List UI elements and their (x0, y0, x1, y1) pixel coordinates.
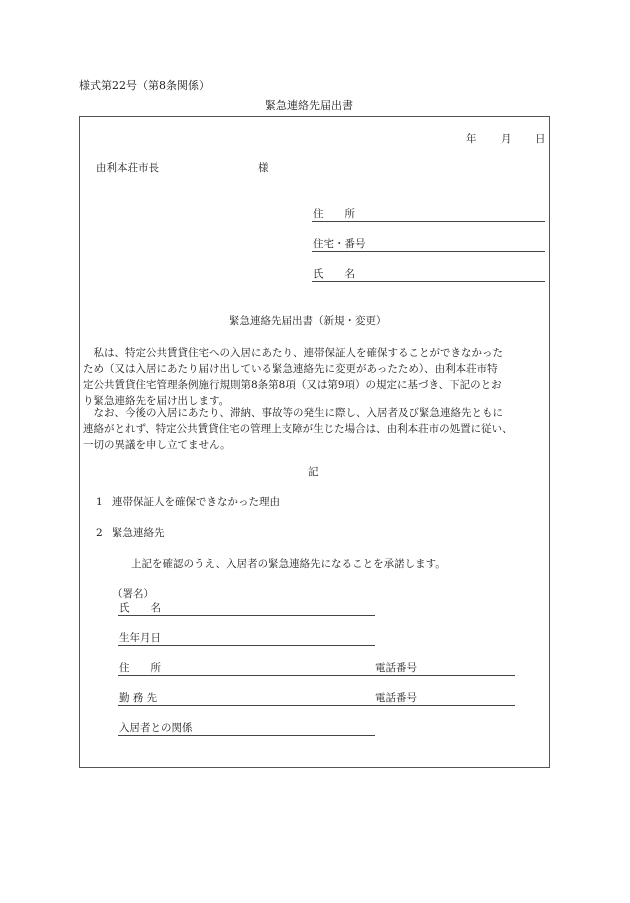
signature-birthdate-label: 生年月日 (119, 632, 161, 644)
signature-name-line[interactable] (118, 615, 375, 616)
applicant-name-label: 氏 名 (313, 268, 355, 280)
signature-name-label: 氏 名 (119, 602, 161, 614)
signature-address-line[interactable] (118, 675, 375, 676)
signature-address-label: 住 所 (119, 662, 161, 674)
applicant-name-line[interactable] (312, 281, 545, 282)
applicant-address-label: 住 所 (313, 208, 355, 220)
date-day-label: 日 (535, 133, 546, 145)
body-line: なお、今後の入居にあたり、滞納、事故等の発生に際し、入居者及び緊急連絡先ともに (83, 407, 503, 419)
ki-heading: 記 (308, 466, 319, 478)
signature-heading: （署名） (112, 588, 154, 600)
form-number: 様式第22号（第8条関係） (79, 79, 210, 92)
addressee-honorific: 様 (258, 162, 269, 174)
signature-phone-label-1: 電話番号 (375, 662, 417, 674)
signature-phone-line-1[interactable] (374, 675, 515, 676)
applicant-address-line[interactable] (312, 221, 545, 222)
signature-birthdate-line[interactable] (118, 645, 375, 646)
date-year-label: 年 (466, 133, 477, 145)
item-2-text: 緊急連絡先 (112, 527, 165, 539)
addressee-name: 由利本荘市長 (96, 162, 159, 174)
signature-phone-line-2[interactable] (374, 705, 515, 706)
item-1-text: 連帯保証人を確保できなかった理由 (112, 496, 280, 508)
applicant-residence-line[interactable] (312, 251, 545, 252)
subtitle: 緊急連絡先届出書（新規・変更） (229, 315, 387, 327)
consent-text: 上記を確認のうえ、入居者の緊急連絡先になることを承諾します。 (131, 558, 446, 570)
item-2-number: 2 (96, 527, 103, 539)
date-month-label: 月 (501, 133, 512, 145)
page-title: 緊急連絡先届出書 (265, 99, 353, 112)
applicant-residence-label: 住宅・番号 (313, 238, 366, 250)
body-paragraph-1 (83, 345, 547, 409)
body-line: 一切の異議を申し立てません。 (83, 439, 231, 451)
signature-relationship-label: 入居者との関係 (119, 722, 193, 734)
body-line: ため（又は入居にあたり届け出している緊急連絡先に変更があったため）、由利本荘市特 (83, 363, 498, 375)
body-line: 定公共賃貸住宅管理条例施行規則第8条第8項（又は第9項）の規定に基づき、下記のとお (83, 379, 502, 391)
body-line: り緊急連絡先を届け出します。 (83, 395, 230, 407)
item-1-number: 1 (96, 496, 103, 508)
body-line: 連絡がとれず、特定公共賃貸住宅の管理上支障が生じた場合は、由利本荘市の処置に従い、 (83, 423, 513, 435)
body-line: 私は、特定公共賃貸住宅への入居にあたり、連帯保証人を確保することができなかった (83, 347, 503, 359)
body-paragraph-2 (83, 405, 547, 453)
signature-relationship-line[interactable] (118, 735, 375, 736)
signature-workplace-line[interactable] (118, 705, 375, 706)
signature-phone-label-2: 電話番号 (375, 692, 417, 704)
signature-workplace-label: 勤 務 先 (119, 692, 158, 704)
